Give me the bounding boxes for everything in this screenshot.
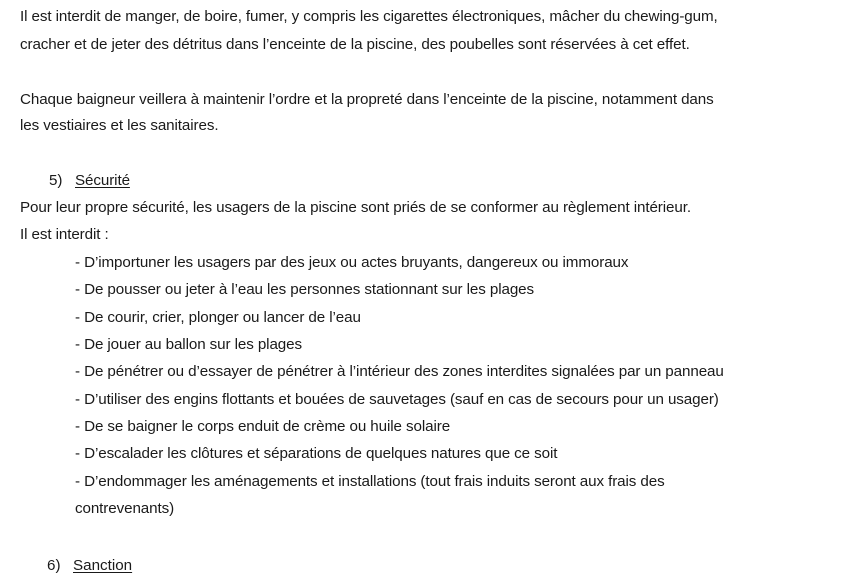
section-5-title: Sécurité xyxy=(75,172,130,189)
section-6-title: Sanction xyxy=(73,557,133,574)
list-item: - D’importuner les usagers par des jeux ou actes bruyants, dangereux ou immoraux xyxy=(75,254,629,271)
section-5-number: 5) xyxy=(49,172,63,189)
list-item: - De se baigner le corps enduit de crème ou huile solaire xyxy=(75,418,451,435)
list-item: - D’utiliser des engins flottants et bouées de sauvetages (sauf en cas de secours pour un usager) xyxy=(75,391,719,408)
section-6-number: 6) xyxy=(47,557,61,574)
section-5-intro: Pour leur propre sécurité, les usagers de la piscine sont priés de se conformer au règlement intérieur. xyxy=(20,199,691,216)
forbidden-label: Il est interdit : xyxy=(20,226,109,243)
list-item: - D’escalader les clôtures et séparations de quelques natures que ce soit xyxy=(75,445,558,462)
list-item: - De pénétrer ou d’essayer de pénétrer à l’intérieur des zones interdites signalées par un panneau xyxy=(75,363,724,380)
section-5-heading xyxy=(49,171,130,191)
list-item: - De pousser ou jeter à l’eau les personnes stationnant sur les plages xyxy=(75,281,535,298)
list-item: - De jouer au ballon sur les plages xyxy=(75,336,302,353)
paragraph-1-line-2: cracher et de jeter des détritus dans l’enceinte de la piscine, des poubelles sont réservées à cet effet. xyxy=(20,36,690,53)
paragraph-2-line-1: Chaque baigneur veillera à maintenir l’ordre et la propreté dans l’enceinte de la piscine, notamment dans xyxy=(20,91,714,108)
list-item-continuation: contrevenants) xyxy=(75,500,175,517)
list-item: - De courir, crier, plonger ou lancer de l’eau xyxy=(75,309,361,326)
section-6-heading xyxy=(47,556,132,576)
list-item: - D’endommager les aménagements et installations (tout frais induits seront aux frais des xyxy=(75,473,665,490)
paragraph-2-line-2: les vestiaires et les sanitaires. xyxy=(20,117,219,134)
paragraph-1-line-1: Il est interdit de manger, de boire, fumer, y compris les cigarettes électroniques, mâcher du chewing-gum, xyxy=(20,8,718,25)
